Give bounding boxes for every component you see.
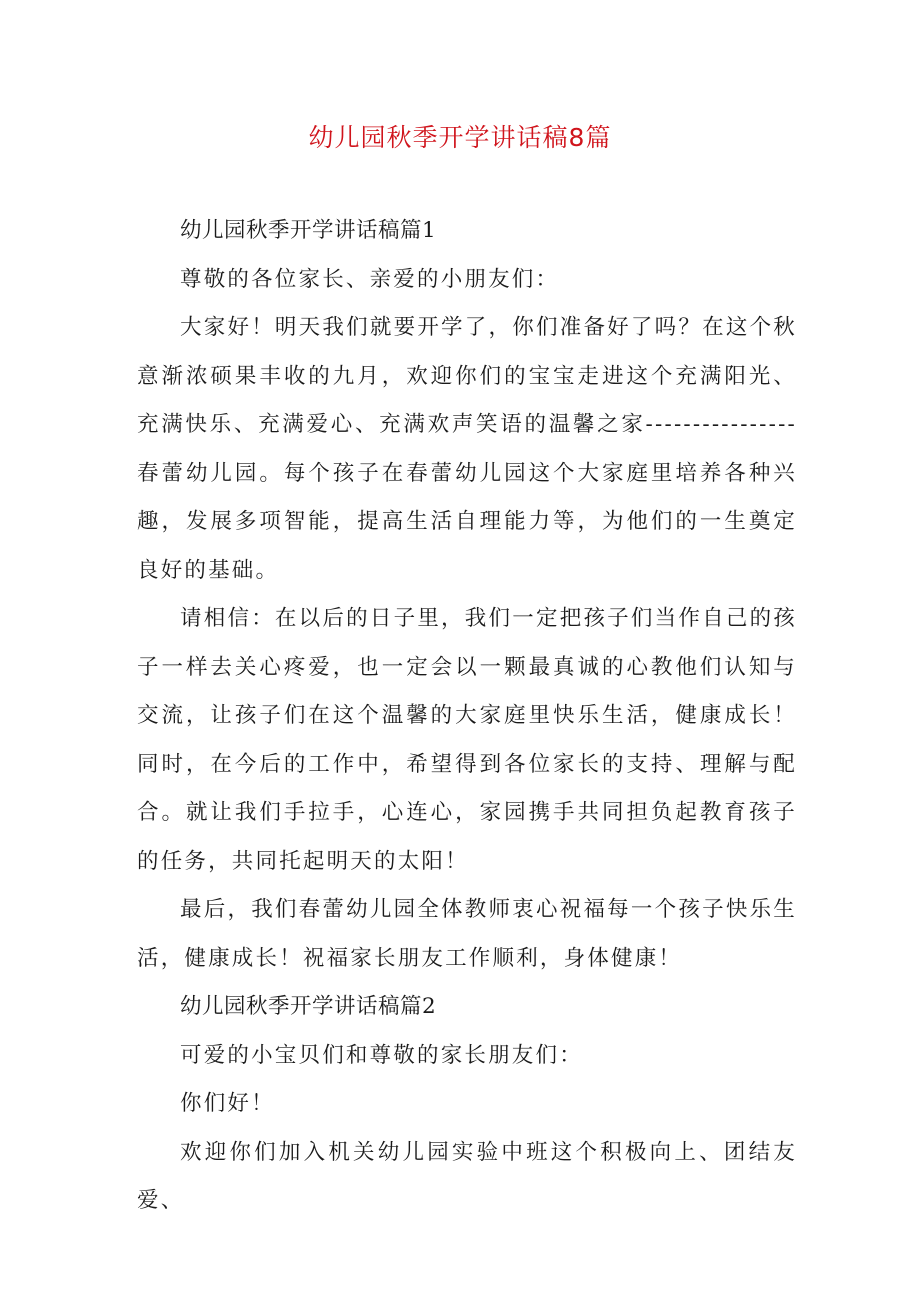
section-heading-1: 幼儿园秋季开学讲话稿篇1 [180, 218, 437, 243]
greeting-paragraph: 尊敬的各位家长、亲爱的小朋友们： [180, 266, 560, 292]
body-paragraph: 你们好！ [180, 1091, 275, 1116]
body-paragraph: 最后，我们春蕾幼儿园全体教师衷心祝福每一个孩子快乐生活，健康成长！祝福家长朋友工作顺利，身体健康！ [137, 897, 797, 971]
body-paragraph: 大家好！明天我们就要开学了，你们准备好了吗？在这个秋意渐浓硕果丰收的九月，欢迎你们的宝宝走进这个充满阳光、充满快乐、充满爱心、充满欢声笑语的温馨之家----------------春蕾幼儿园。每个孩子在春蕾幼儿园这个大家庭里培养各种兴趣，发展多项智能，提高生活自理能力等，为他们的一生奠定良好的基础。 [137, 315, 797, 583]
document-body [137, 207, 797, 1226]
greeting-paragraph: 可爱的小宝贝们和尊敬的家长朋友们： [180, 1042, 583, 1068]
body-paragraph: 欢迎你们加入机关幼儿园实验中班这个积极向上、团结友爱、 [137, 1139, 797, 1213]
document-title: 幼儿园秋季开学讲话稿8篇 [308, 123, 612, 152]
section-heading-2: 幼儿园秋季开学讲话稿篇2 [180, 994, 437, 1019]
body-paragraph: 请相信：在以后的日子里，我们一定把孩子们当作自己的孩子一样去关心疼爱，也一定会以一颗最真诚的心教他们认知与交流，让孩子们在这个温馨的大家庭里快乐生活，健康成长！同时，在今后的工作中，希望得到各位家长的支持、理解与配合。就让我们手拉手，心连心，家园携手共同担负起教育孩子的任务，共同托起明天的太阳！ [137, 606, 797, 874]
